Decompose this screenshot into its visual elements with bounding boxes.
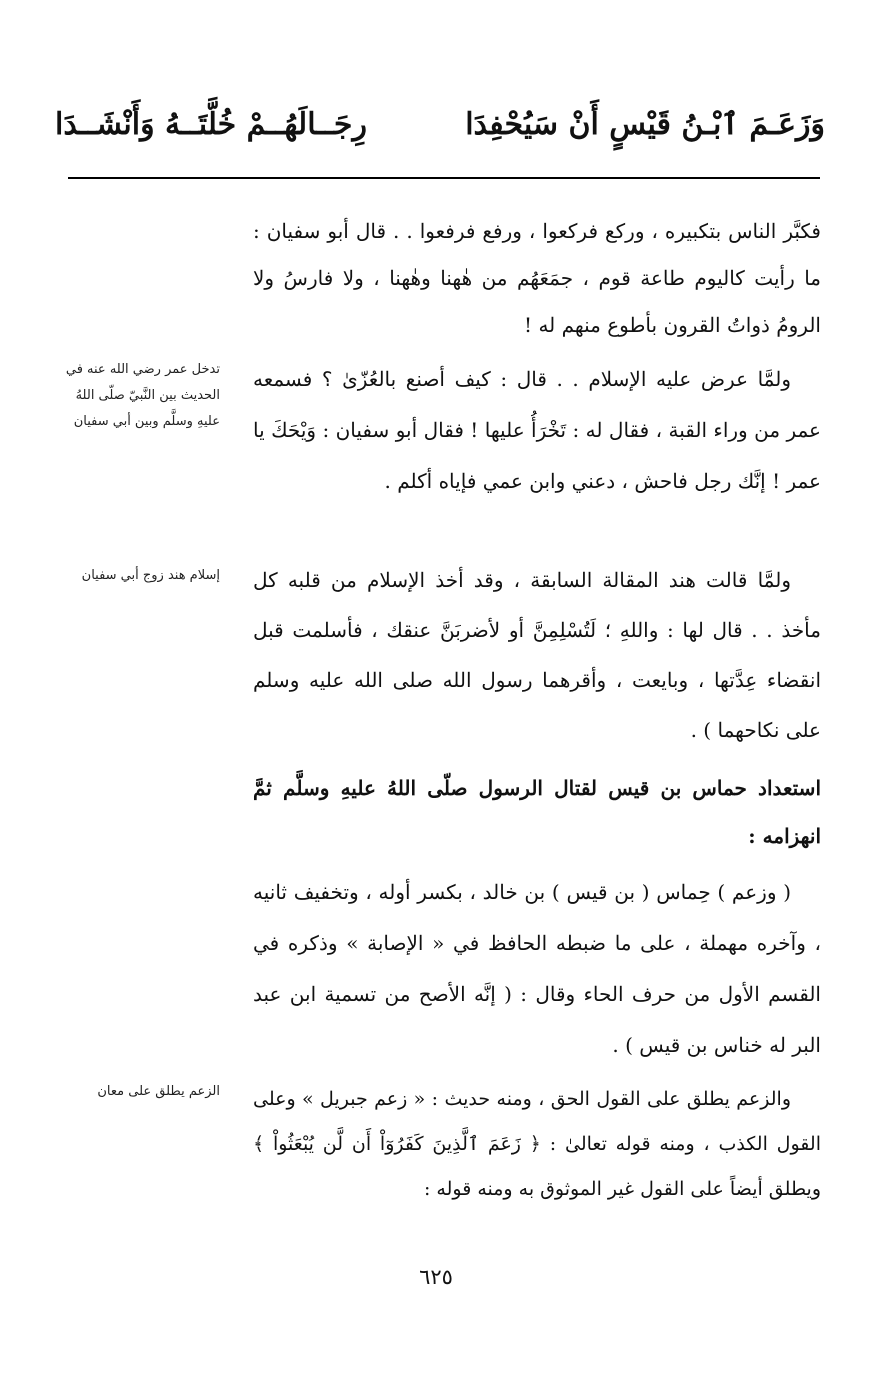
body-paragraph-3: ولمَّا قالت هند المقالة السابقة ، وقد أخذ الإسلام من قلبه كل مأخذ . . قال لها : واللهِ ؛ لَتُسْلِمِنَّ أو لأضربَنَّ عنقك ، فأسلمت قبل انقضاء عِدَّتها ، وبايعت ، وأقرهما رسول الله صلى الله عليه وسلم على نكاحهما ) .	[253, 568, 821, 742]
margin-note-3: الزعم يطلق على معان	[97, 1084, 220, 1099]
header-verse	[55, 100, 825, 150]
page-number: ٦٢٥	[419, 1265, 453, 1289]
body-paragraph-5: والزعم يطلق على القول الحق ، ومنه حديث : « زعم جبريل » وعلى القول الكذب ، ومنه قوله تعالىٰ : ﴿ زَعَمَ ٱلَّذِينَ كَفَرُوٓاْ أَن لَّن يُبْعَثُواْ ﴾ ويطلق أيضاً على القول غير الموثوق به ومنه قوله :	[253, 1088, 821, 1200]
section-heading: استعداد حماس بن قيس لقتال الرسول صلّى اللهُ عليهِ وسلَّم ثمَّ انهزامه :	[253, 776, 821, 848]
header-divider	[68, 177, 820, 179]
body-paragraph-1: فكبَّر الناس بتكبيره ، وركع فركعوا ، ورفع فرفعوا . . قال أبو سفيان : ما رأيت كاليوم طاعة قوم ، جمَعَهُم من هٰهنا وهٰهنا ، ولا فارسُ ولا الرومُ ذواتُ القرون بأطوع منهم له !	[253, 219, 821, 337]
verse-first-hemistich: وَزَعَـمَ ٱبْـنُ قَيْسٍ أَنْ سَيُحْفِدَا	[465, 107, 825, 142]
body-paragraph-2: ولمَّا عرض عليه الإسلام . . قال : كيف أصنع بالعُزّىٰ ؟ فسمعه عمر من وراء القبة ، فقال له : تَخْرَأُ عليها ! فقال أبو سفيان : وَيْحَكَ يا عمر ! إنَّك رجل فاحش ، دعني وابن عمي فإياه أكلم .	[253, 367, 821, 493]
margin-note-1: تدخل عمر رضي الله عنه في الحديث بين النَّبيّ صلّى اللهُ عليهِ وسلَّم وبين أبي سفيان	[65, 362, 220, 429]
verse-second-hemistich: رِجَــالَهُــمْ خُلَّتَــهُ وَأَنْشَــدَا	[55, 107, 367, 142]
margin-note-2: إسلام هند زوج أبي سفيان	[81, 568, 220, 583]
body-paragraph-4: ( وزعم ) حِماس ( بن قيس ) بن خالد ، بكسر أوله ، وتخفيف ثانيه ، وآخره مهملة ، على ما ضبطه الحافظ في « الإصابة » وذكره في القسم الأول من حرف الحاء وقال : ( إنَّه الأصح من تسمية ابن عبد البر له خناس بن قيس ) .	[253, 880, 821, 1057]
